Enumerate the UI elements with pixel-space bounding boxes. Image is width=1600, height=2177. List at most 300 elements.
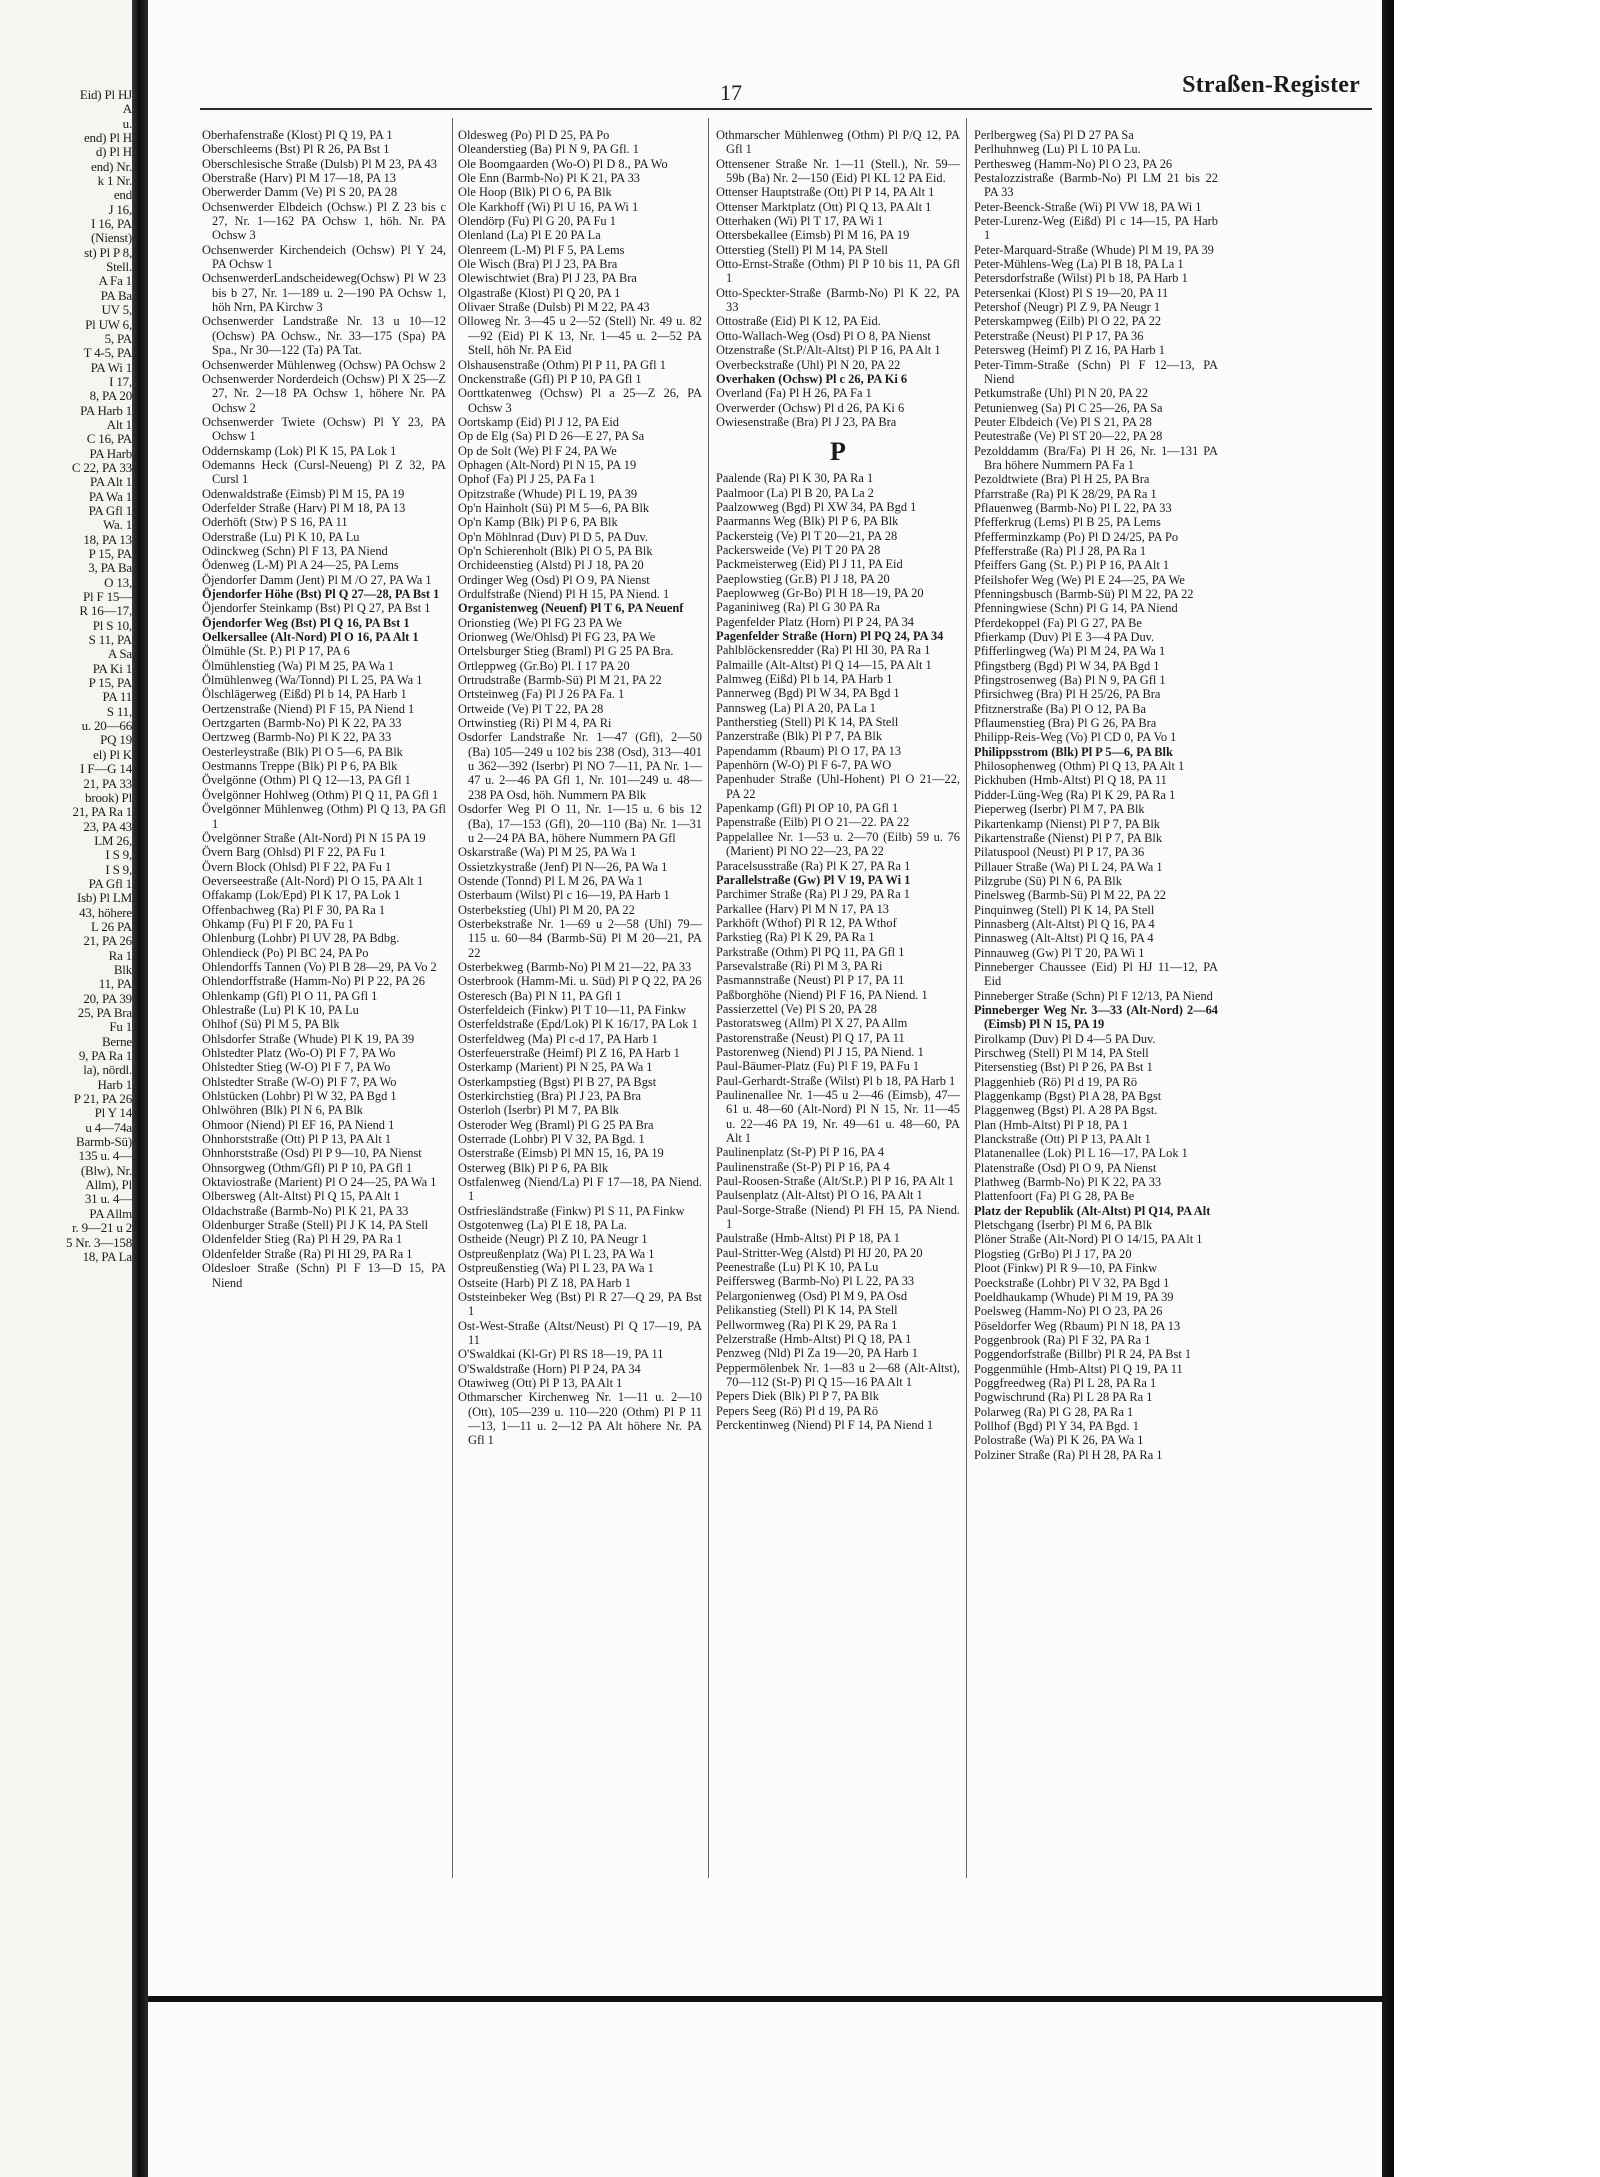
street-entry: Peterstraße (Neust) Pl P 17, PA 36 [974, 328, 1144, 343]
street-entry: Pahlblöckensredder (Ra) Pl HI 30, PA Ra 1 [716, 643, 931, 658]
street-entry: Pikartenkamp (Nienst) Pl P 7, PA Blk [974, 816, 1160, 831]
street-entry: Oldenfelder Stieg (Ra) Pl H 29, PA Ra 1 [202, 1232, 403, 1247]
street-entry: Pilatuspool (Neust) Pl P 17, PA 36 [974, 845, 1145, 860]
street-entry: Ochsenwerder Twiete (Ochsw) Pl Y 23, PA Ochsw 1 [202, 414, 446, 444]
street-entry: Pannsweg (La) Pl A 20, PA La 1 [716, 700, 876, 715]
street-entry: Olloweg Nr. 3—45 u 2—52 (Stell) Nr. 49 u. 82—92 (Eid) Pl K 13, Nr. 1—45 u. 2—52 PA Stell, höh Nr. PA Eid [458, 314, 702, 358]
street-entry: Ölmühlenstieg (Wa) Pl M 25, PA Wa 1 [202, 658, 395, 673]
street-entry: Ole Karkhoff (Wi) Pl U 16, PA Wi 1 [458, 199, 639, 214]
street-entry: Oertzweg (Barmb-No) Pl K 22, PA 33 [202, 730, 392, 745]
street-entry: Ölmühle (St. P.) Pl P 17, PA 6 [202, 644, 350, 659]
street-entry: Oesterleystraße (Blk) Pl O 5—6, PA Blk [202, 744, 403, 759]
facing-page-line: Fu 1 [109, 1020, 132, 1035]
street-entry: Ole Enn (Barmb-No) Pl K 21, PA 33 [458, 171, 640, 186]
street-entry: Pezolddamm (Bra/Fa) Pl H 26, Nr. 1—131 PA Bra höhere Nummern PA Fa 1 [974, 443, 1218, 472]
facing-page-line: la), nördl. [83, 1063, 132, 1078]
street-entry: Ottostraße (Eid) Pl K 12, PA Eid. [716, 314, 881, 329]
street-entry: Pieperweg (Iserbr) Pl M 7, PA Blk [974, 802, 1145, 817]
street-entry: Pepers Seeg (Rö) Pl d 19, PA Rö [716, 1403, 879, 1418]
street-entry: Pannerweg (Bgd) Pl W 34, PA Bgd 1 [716, 686, 900, 701]
facing-page-line: r. 9—21 u 2 [72, 1221, 132, 1236]
street-entry: Oddernskamp (Lok) Pl K 15, PA Lok 1 [202, 443, 397, 458]
facing-page-line: 21, PA 26 [83, 934, 132, 949]
street-entry: Poeckstraße (Lohbr) Pl V 32, PA Bgd 1 [974, 1275, 1170, 1290]
street-entry: Op de Elg (Sa) Pl D 26—E 27, PA Sa [458, 429, 645, 444]
street-entry: Petersdorfstraße (Wilst) Pl b 18, PA Harb 1 [974, 271, 1188, 286]
street-entry: Peter-Lurenz-Weg (Eißd) Pl c 14—15, PA Harb 1 [974, 214, 1218, 243]
street-entry: Op'n Kamp (Blk) Pl P 6, PA Blk [458, 515, 618, 530]
street-entry: Peppermölenbek Nr. 1—83 u 2—68 (Alt-Altst), 70—112 (St-P) Pl Q 15—16 PA Alt 1 [716, 1360, 960, 1389]
facing-page-line: PA Ba [100, 288, 132, 303]
facing-page-line: Berne [101, 1034, 132, 1049]
street-entry: Paulinenstraße (St-P) Pl P 16, PA 4 [716, 1159, 890, 1174]
street-entry: Oktaviostraße (Marient) Pl O 24—25, PA Wa 1 [202, 1175, 437, 1190]
street-entry: Parallelstraße (Gw) Pl V 19, PA Wi 1 [716, 872, 911, 887]
street-entry: Osdorfer Weg Pl O 11, Nr. 1—15 u. 6 bis 12 (Ba), 17—153 (Gfl), 20—110 (Ba) Nr. 1—31 u 2—24 PA BA, höhere Nummern PA Gfl [458, 802, 702, 845]
street-entry: OchsenwerderLandscheideweg(Ochsw) Pl W 23 bis b 27, Nr. 1—189 u. 2—190 PA Ochsw 1, höh Nrn, PA Kirchw 3 [202, 271, 446, 315]
street-entry: Pollhof (Bgd) Pl Y 34, PA Bgd. 1 [974, 1418, 1139, 1433]
facing-page-line: Pl F 15— [83, 590, 132, 605]
street-entry: Poeldhaukamp (Whude) Pl M 19, PA 39 [974, 1289, 1174, 1304]
street-entry: Orionweg (We/Ohlsd) Pl FG 23, PA We [458, 630, 656, 645]
street-entry: Odemanns Heck (Cursl-Neueng) Pl Z 32, PA Cursl 1 [202, 457, 446, 487]
street-entry: Ophof (Fa) Pl J 25, PA Fa 1 [458, 472, 596, 487]
street-entry: Paalmoor (La) Pl B 20, PA La 2 [716, 485, 874, 500]
street-entry: Poelsweg (Hamm-No) Pl O 23, PA 26 [974, 1304, 1163, 1319]
street-entry: Ostpreußenstieg (Wa) Pl L 23, PA Wa 1 [458, 1261, 654, 1276]
street-entry: Oberschlesische Straße (Dulsb) Pl M 23, PA 43 [202, 156, 437, 171]
street-entry: Platanenallee (Lok) Pl L 16—17, PA Lok 1 [974, 1146, 1188, 1161]
facing-page-line: 135 u. 4— [78, 1149, 132, 1164]
street-entry: Ohkamp (Fu) Pl F 20, PA Fu 1 [202, 916, 354, 931]
street-entry: Pastorenstraße (Neust) Pl Q 17, PA 11 [716, 1030, 905, 1045]
street-entry: Olshausenstraße (Othm) Pl P 11, PA Gfl 1 [458, 357, 666, 372]
street-entry: Pastorenweg (Niend) Pl J 15, PA Niend. 1 [716, 1044, 924, 1059]
street-entry: Polarweg (Ra) Pl G 28, PA Ra 1 [974, 1404, 1134, 1419]
street-entry: Osterkirchstieg (Bra) Pl J 23, PA Bra [458, 1089, 641, 1104]
street-entry: Ohlwöhren (Blk) Pl N 6, PA Blk [202, 1103, 363, 1118]
street-entry: O'Swaldstraße (Horn) Pl P 24, PA 34 [458, 1361, 641, 1376]
street-entry: Othmarscher Kirchenweg Nr. 1—11 u. 2—10 (Ott), 105—239 u. 110—220 (Othm) Pl P 11—13, 1—11 u. 2—12 PA Alt höhere Nr. PA Gfl 1 [458, 1390, 702, 1448]
facing-page-line: C 22, PA 33 [71, 460, 132, 475]
street-entry: O'Swaldkai (Kl-Gr) Pl RS 18—19, PA 11 [458, 1347, 664, 1362]
street-entry: Pfenningwiese (Schn) Pl G 14, PA Niend [974, 601, 1178, 616]
street-entry: Osterrade (Lohbr) Pl V 32, PA Bgd. 1 [458, 1132, 645, 1147]
street-entry: Osterbekweg (Barmb-No) Pl M 21—22, PA 33 [458, 959, 692, 974]
street-entry: Paul-Gerhardt-Straße (Wilst) Pl b 18, PA Harb 1 [716, 1073, 956, 1088]
facing-page-line: Barmb-Sü) [76, 1135, 132, 1150]
facing-page-line: A [122, 102, 132, 117]
street-entry: Platenstraße (Osd) Pl O 9, PA Nienst [974, 1160, 1157, 1175]
facing-page-line: PA Wa 1 [88, 489, 132, 504]
street-entry: Peterskampweg (Eilb) Pl O 22, PA 22 [974, 314, 1162, 329]
street-entry: Ohnhorststraße (Ott) Pl P 13, PA Alt 1 [202, 1132, 392, 1147]
street-entry: Passierzettel (Ve) Pl S 20, PA 28 [716, 1001, 877, 1016]
street-entry: Övelgönner Straße (Alt-Nord) Pl N 15 PA 19 [202, 830, 426, 845]
facing-page-line: 18, PA La [82, 1249, 132, 1264]
street-entry: Oderfelder Straße (Harv) Pl M 18, PA 13 [202, 500, 406, 515]
street-entry: Pillauer Straße (Wa) Pl L 24, PA Wa 1 [974, 859, 1163, 874]
street-entry: Othmarscher Mühlenweg (Othm) Pl P/Q 12, PA Gfl 1 [716, 128, 960, 157]
street-entry: Ost-West-Straße (Altst/Neust) Pl Q 17—19, PA 11 [458, 1318, 702, 1347]
street-entry: Ochsenwerder Elbdeich (Ochsw.) Pl Z 23 bis c 27, Nr. 1—162 PA Ochsw 1, höh. Nr. PA Ochsw 3 [202, 199, 446, 243]
street-entry: Overwerder (Ochsw) Pl d 26, PA Ki 6 [716, 400, 905, 415]
facing-page-line: 31 u. 4— [84, 1192, 132, 1207]
register-column-1 [202, 128, 446, 1290]
street-entry: Pelikanstieg (Stell) Pl K 14, PA Stell [716, 1303, 898, 1318]
street-entry: Philippsstrom (Blk) Pl P 5—6, PA Blk [974, 744, 1173, 759]
street-entry: Polziner Straße (Ra) Pl H 28, PA Ra 1 [974, 1447, 1163, 1462]
street-entry: Paul-Sorge-Straße (Niend) Pl FH 15, PA Niend. 1 [716, 1202, 960, 1232]
street-entry: Övelgönner Mühlenweg (Othm) Pl Q 13, PA Gfl 1 [202, 802, 446, 831]
street-entry: Osterbekstieg (Uhl) Pl M 20, PA 22 [458, 902, 635, 917]
street-entry: Organistenweg (Neuenf) Pl T 6, PA Neuenf [458, 601, 684, 616]
street-entry: Osdorfer Landstraße Nr. 1—47 (Gfl), 2—50 (Ba) 105—249 u 102 bis 238 (Osd), 313—401 u 362—392 (Iserbr) Pl NO 7—11, PA Nr. 1—47 u. 2—46 PA Gfl 1, Nr. 101—249 u. 48—238 PA Osd, höh. Nummern PA Blk [458, 730, 702, 802]
street-entry: Ohlstedter Straße (W-O) Pl F 7, PA Wo [202, 1074, 397, 1089]
street-entry: Oderstraße (Lu) Pl K 10, PA Lu [202, 529, 360, 544]
register-column-2 [458, 128, 702, 1448]
street-entry: Olenland (La) Pl E 20 PA La [458, 228, 601, 243]
street-entry: Ostpreußenplatz (Wa) Pl L 23, PA Wa 1 [458, 1246, 655, 1261]
street-entry: Pelzerstraße (Hmb-Altst) Pl Q 18, PA 1 [716, 1331, 912, 1346]
facing-page-line: Pl UW 6, [85, 317, 132, 332]
street-entry: Pilzgrube (Sü) Pl N 6, PA Blk [974, 873, 1122, 888]
street-entry: Op'n Schierenholt (Blk) Pl O 5, PA Blk [458, 543, 653, 558]
facing-page-line: C 16, PA [86, 432, 132, 447]
street-entry: Oleanderstieg (Ba) Pl N 9, PA Gfl. 1 [458, 142, 639, 157]
street-entry: Palmweg (Eißd) Pl b 14, PA Harb 1 [716, 672, 893, 687]
facing-page-line: 5 Nr. 3—158 [65, 1235, 132, 1250]
street-entry: Peter-Beenck-Straße (Wi) Pl VW 18, PA Wi 1 [974, 199, 1202, 214]
street-entry: Parchimer Straße (Ra) Pl J 29, PA Ra 1 [716, 887, 910, 902]
facing-page-line: PQ 19 [100, 733, 132, 748]
street-entry: Pinquinweg (Stell) Pl K 14, PA Stell [974, 902, 1155, 917]
facing-page-line: 43, höhere [79, 905, 132, 920]
street-entry: Pogwischrund (Ra) Pl L 28 PA Ra 1 [974, 1390, 1153, 1405]
street-entry: Pastoratsweg (Allm) Pl X 27, PA Allm [716, 1016, 908, 1031]
street-entry: Pidder-Lüng-Weg (Ra) Pl K 29, PA Ra 1 [974, 787, 1176, 802]
street-entry: Papenhuder Straße (Uhl-Hohent) Pl O 21—22, PA 22 [716, 772, 960, 801]
street-entry: Pfefferstraße (Ra) Pl J 28, PA Ra 1 [974, 543, 1147, 558]
street-entry: Ostfalenweg (Niend/La) Pl F 17—18, PA Niend. 1 [458, 1175, 702, 1204]
street-entry: Pfefferkrug (Lems) Pl B 25, PA Lems [974, 515, 1161, 530]
facing-page-line: u. [122, 116, 132, 131]
street-entry: Oertzenstraße (Niend) Pl F 15, PA Niend 1 [202, 701, 415, 716]
facing-page-line: I S 9, [105, 848, 132, 863]
street-entry: Otawiweg (Ott) Pl P 13, PA Alt 1 [458, 1375, 623, 1390]
street-entry: Ole Hoop (Blk) Pl O 6, PA Blk [458, 185, 612, 200]
street-entry: Pfeiffers Gang (St. P.) Pl P 16, PA Alt 1 [974, 558, 1170, 573]
street-entry: Ohlendorffs Tannen (Vo) Pl B 28—29, PA Vo 2 [202, 959, 437, 974]
street-entry: Ottensener Straße Nr. 1—11 (Stell.), Nr. 59—59b (Ba) Nr. 2—150 (Eid) Pl KL 12 PA Eid. [716, 156, 960, 186]
street-entry: Parkallee (Harv) Pl M N 17, PA 13 [716, 901, 889, 916]
street-entry: Parkstieg (Ra) Pl K 29, PA Ra 1 [716, 930, 875, 945]
facing-page-line: brook) Pl [85, 790, 132, 805]
facing-page-line: J 16, [108, 202, 132, 217]
street-entry: Ottersbekallee (Eimsb) Pl M 16, PA 19 [716, 228, 910, 243]
street-entry: Offakamp (Lok/Epd) Pl K 17, PA Lok 1 [202, 888, 401, 903]
street-entry: Ole Boomgaarden (Wo-O) Pl D 8., PA Wo [458, 156, 668, 171]
street-entry: Ordulfstraße (Niend) Pl H 15, PA Niend. 1 [458, 587, 670, 601]
street-entry: Ostfriesländstraße (Finkw) Pl S 11, PA Finkw [458, 1203, 685, 1218]
street-entry: Ploot (Finkw) Pl R 9—10, PA Finkw [974, 1261, 1158, 1276]
street-entry: Onckenstraße (Gfl) Pl P 10, PA Gfl 1 [458, 371, 642, 386]
street-entry: Perckentinweg (Niend) Pl F 14, PA Niend 1 [716, 1417, 934, 1432]
facing-page-line: u. 20—66 [81, 719, 132, 734]
facing-page-line: PA Harb 1 [80, 403, 132, 418]
facing-page-line: 21, PA Ra 1 [72, 805, 132, 820]
street-entry: Oderhöft (Stw) P S 16, PA 11 [202, 515, 348, 530]
facing-page-line: PA Gfl 1 [88, 876, 132, 891]
street-entry: Ohlenkamp (Gfl) Pl O 11, PA Gfl 1 [202, 988, 378, 1003]
street-entry: Paalzowweg (Bgd) Pl XW 34, PA Bgd 1 [716, 499, 917, 514]
facing-page-line: 5, PA [104, 331, 132, 346]
facing-page-line: end) Nr. [91, 159, 132, 174]
facing-page-line: 20, PA 39 [83, 991, 132, 1006]
facing-page-line: Blk [113, 962, 132, 977]
street-entry: Peuter Elbdeich (Ve) Pl S 21, PA 28 [974, 414, 1152, 429]
street-entry: Osterfeldeich (Finkw) Pl T 10—11, PA Finkw [458, 1002, 687, 1017]
street-entry: Pinnauweg (Gw) Pl T 20, PA Wi 1 [974, 945, 1145, 960]
facing-page-line: Eid) Pl HJ [79, 88, 132, 102]
street-entry: Pitersenstieg (Bst) Pl P 26, PA Bst 1 [974, 1060, 1153, 1075]
street-entry: Öjendorfer Damm (Jent) Pl M /O 27, PA Wa 1 [202, 572, 432, 587]
street-entry: Pinnasweg (Alt-Altst) Pl Q 16, PA 4 [974, 931, 1154, 946]
facing-page-line: I S 9, [105, 862, 132, 877]
facing-page-line: end [113, 188, 132, 203]
facing-page-line: Pl Y 14 [94, 1106, 132, 1121]
street-entry: Pinelsweg (Barmb-Sü) Pl M 22, PA 22 [974, 888, 1166, 903]
street-entry: Pfingstberg (Bgd) Pl W 34, PA Bgd 1 [974, 658, 1160, 673]
facing-page-line: Stell. [106, 260, 132, 275]
street-entry: Parsevalstraße (Ri) Pl M 3, PA Ri [716, 958, 883, 973]
street-entry: Paßborghöhe (Niend) Pl F 16, PA Niend. 1 [716, 987, 928, 1002]
street-entry: Paganiniweg (Ra) Pl G 30 PA Ra [716, 600, 881, 615]
street-entry: Otto-Wallach-Weg (Osd) Pl O 8, PA Nienst [716, 328, 931, 343]
column-separator [966, 118, 967, 1878]
facing-page-line: st) Pl P 8, [84, 245, 132, 260]
page-edge [1382, 0, 1394, 2177]
street-entry: Olendörp (Fu) Pl G 20, PA Fu 1 [458, 214, 616, 229]
street-entry: Packersweide (Ve) Pl T 20 PA 28 [716, 542, 881, 557]
facing-page-line: O 13, [104, 575, 132, 590]
street-entry: Pagenfelder Straße (Horn) Pl PQ 24, PA 34 [716, 629, 944, 643]
street-entry: Pletschgang (Iserbr) Pl M 6, PA Blk [974, 1218, 1153, 1233]
street-entry: Otto-Speckter-Straße (Barmb-No) Pl K 22, PA 33 [716, 285, 960, 315]
street-entry: Pflauenweg (Barmb-No) Pl L 22, PA 33 [974, 500, 1172, 515]
street-entry: Ostende (Tonnd) Pl L M 26, PA Wa 1 [458, 873, 644, 888]
street-entry: Ochsenwerder Norderdeich (Ochsw) Pl X 25—Z 27, Nr. 2—18 PA Ochsw 1, höhere Nr. PA Ochsw 2 [202, 371, 446, 415]
street-entry: Pestalozzistraße (Barmb-No) Pl LM 21 bis 22 PA 33 [974, 171, 1218, 200]
street-entry: Ophagen (Alt-Nord) Pl N 15, PA 19 [458, 457, 637, 472]
street-entry: Otto-Ernst-Straße (Othm) Pl P 10 bis 11, PA Gfl 1 [716, 257, 960, 286]
facing-page [0, 0, 132, 2177]
street-entry: Pickhuben (Hmb-Altst) Pl Q 18, PA 11 [974, 773, 1167, 788]
facing-page-line: d) Pl H [95, 145, 132, 160]
street-entry: Panzerstraße (Blk) Pl P 7, PA Blk [716, 729, 883, 744]
column-separator [708, 118, 709, 1878]
street-entry: Ortsteinweg (Fa) Pl J 26 PA Fa. 1 [458, 687, 625, 702]
street-entry: Olivaer Straße (Dulsb) Pl M 22, PA 43 [458, 300, 650, 315]
facing-page-line: 8, PA 20 [89, 389, 132, 404]
street-entry: Ohnhorststraße (Osd) Pl P 9—10, PA Nienst [202, 1146, 422, 1161]
register-column-4 [974, 128, 1218, 1462]
facing-page-line: R 16—17, [79, 604, 132, 619]
street-entry: Olgastraße (Klost) Pl Q 20, PA 1 [458, 285, 621, 300]
street-entry: Pinnasberg (Alt-Altst) Pl Q 16, PA 4 [974, 916, 1155, 931]
facing-page-line: A Fa 1 [98, 274, 132, 289]
street-entry: Osterfeldweg (Ma) Pl c-d 17, PA Harb 1 [458, 1031, 658, 1046]
street-entry: Ölschlägerweg (Eißd) Pl b 14, PA Harb 1 [202, 687, 407, 702]
street-entry: Op'n Hainholt (Sü) Pl M 5—6, PA Blk [458, 500, 650, 515]
street-entry: Platz der Republik (Alt-Altst) Pl Q14, PA Alt [974, 1203, 1211, 1218]
facing-page-line: el) Pl K [93, 747, 132, 762]
street-entry: Poggfreedweg (Ra) Pl L 28, PA Ra 1 [974, 1375, 1157, 1390]
street-entry: Ostseite (Harb) Pl Z 18, PA Harb 1 [458, 1275, 631, 1290]
street-entry: Paul-Stritter-Weg (Alstd) Pl HJ 20, PA 20 [716, 1245, 923, 1260]
street-entry: Pelargonienweg (Osd) Pl M 9, PA Osd [716, 1288, 908, 1303]
street-entry: Pikartenstraße (Nienst) Pl P 7, PA Blk [974, 830, 1163, 845]
street-entry: Overland (Fa) Pl H 26, PA Fa 1 [716, 386, 872, 401]
street-entry: Ohlenburg (Lohbr) Pl UV 28, PA Bdbg. [202, 931, 400, 946]
street-entry: Pfirsichweg (Bra) Pl H 25/26, PA Bra [974, 687, 1161, 702]
street-entry: Ochsenwerder Mühlenweg (Ochsw) PA Ochsw 2 [202, 357, 446, 372]
street-entry: Paarmanns Weg (Blk) Pl P 6, PA Blk [716, 514, 899, 529]
facing-page-line: T 4-5, PA [83, 346, 132, 361]
street-entry: Petersenkai (Klost) Pl S 19—20, PA 11 [974, 285, 1169, 300]
facing-page-line: (Nienst) [91, 231, 132, 246]
street-entry: Pfitznerstraße (Ba) Pl O 12, PA Ba [974, 701, 1146, 716]
facing-page-line: P 15, PA [88, 676, 132, 691]
street-entry: Ohlendorffstraße (Hamm-No) Pl P 22, PA 26 [202, 974, 425, 989]
facing-page-line: P 21, PA 26 [73, 1092, 132, 1107]
street-entry: Ortrudstraße (Barmb-Sü) Pl M 21, PA 22 [458, 673, 662, 688]
street-entry: Paracelsusstraße (Ra) Pl K 27, PA Ra 1 [716, 858, 911, 873]
street-entry: Oskarstraße (Wa) Pl M 25, PA Wa 1 [458, 845, 637, 860]
street-entry: Papenkamp (Gfl) Pl OP 10, PA Gfl 1 [716, 801, 899, 816]
street-entry: Orchideenstieg (Alstd) Pl J 18, PA 20 [458, 558, 644, 573]
street-entry: Ohlstedter Platz (Wo-O) Pl F 7, PA Wo [202, 1046, 396, 1060]
street-entry: Ordinger Weg (Osd) Pl O 9, PA Nienst [458, 572, 650, 587]
street-entry: Ortweide (Ve) Pl T 22, PA 28 [458, 701, 604, 716]
street-entry: Osterstraße (Eimsb) Pl MN 15, 16, PA 19 [458, 1146, 664, 1161]
street-entry: Papenstraße (Eilb) Pl O 21—22. PA 22 [716, 815, 910, 830]
facing-page-line: S 11, PA [88, 633, 132, 648]
street-entry: Poggenbrook (Ra) Pl F 32, PA Ra 1 [974, 1332, 1151, 1347]
street-entry: Pirolkamp (Duv) Pl D 4—5 PA Duv. [974, 1031, 1156, 1046]
street-entry: Oststeinbeker Weg (Bst) Pl R 27—Q 29, PA Bst 1 [458, 1289, 702, 1319]
street-entry: Övelgönner Hohlweg (Othm) Pl Q 11, PA Gfl 1 [202, 787, 439, 802]
facing-page-line: PA Wi 1 [90, 360, 132, 375]
street-entry: Övelgönne (Othm) Pl Q 12—13, PA Gfl 1 [202, 773, 411, 788]
street-entry: Pfarrstraße (Ra) Pl K 28/29, PA Ra 1 [974, 486, 1157, 501]
street-entry: Petersweg (Heimf) Pl Z 16, PA Harb 1 [974, 343, 1165, 358]
street-entry: Osterfeuerstraße (Heimf) Pl Z 16, PA Harb 1 [458, 1046, 680, 1060]
street-entry: Paulinenallee Nr. 1—45 u 2—46 (Eimsb), 47—61 u. 48—60 (Alt-Nord) Pl N 15, Nr. 11—45 u. 22—46 PA 19, Nr. 49—61 u. 48—60, PA Alt 1 [716, 1088, 960, 1146]
street-entry: Oldesloer Straße (Schn) Pl F 13—D 15, PA Niend [202, 1261, 446, 1290]
street-entry: Oldenfelder Straße (Ra) Pl HI 29, PA Ra 1 [202, 1246, 413, 1261]
street-entry: Paeplowstieg (Gr.B) Pl J 18, PA 20 [716, 571, 890, 586]
street-entry: Peutestraße (Ve) Pl ST 20—22, PA 28 [974, 429, 1163, 444]
street-entry: Pflaumenstieg (Bra) Pl G 26, PA Bra [974, 716, 1157, 731]
street-entry: Plan (Hmb-Altst) Pl P 18, PA 1 [974, 1117, 1129, 1132]
street-entry: Ossietzkystraße (Jenf) Pl N—26, PA Wa 1 [458, 859, 668, 874]
street-entry: Oldachstraße (Barmb-No) Pl K 21, PA 33 [202, 1203, 409, 1218]
street-entry: Paalende (Ra) Pl K 30, PA Ra 1 [716, 471, 874, 486]
street-entry: Parkstraße (Othm) Pl PQ 11, PA Gfl 1 [716, 944, 905, 959]
street-entry: Petershof (Neugr) Pl Z 9, PA Neugr 1 [974, 300, 1161, 315]
street-entry: Ohlstücken (Lohbr) Pl W 32, PA Bgd 1 [202, 1089, 397, 1104]
street-entry: Pöseldorfer Weg (Rbaum) Pl N 18, PA 13 [974, 1318, 1181, 1333]
page-bottom-edge [148, 1996, 1388, 2002]
street-entry: Osterbekstraße Nr. 1—69 u 2—58 (Uhl) 79—115 u. 60—84 (Barmb-Sü) Pl M 20—21, PA 22 [458, 916, 702, 960]
street-entry: Ohlsdorfer Straße (Whude) Pl K 19, PA 39 [202, 1031, 415, 1046]
facing-page-line: Ra 1 [108, 948, 132, 963]
street-entry: Pfifferlingweg (Wa) Pl M 24, PA Wa 1 [974, 644, 1166, 659]
facing-page-line: PA Harb [89, 446, 132, 461]
street-entry: Otzenstraße (St.P/Alt-Altst) Pl P 16, PA Alt 1 [716, 343, 941, 358]
facing-page-line: 18, PA 13 [83, 532, 132, 547]
street-entry: Plaggenkamp (Bgst) Pl A 28, PA Bgst [974, 1089, 1162, 1104]
street-entry: Ortleppweg (Gr.Bo) Pl. I 17 PA 20 [458, 658, 630, 673]
street-entry: Plogstieg (GrBo) Pl J 17, PA 20 [974, 1246, 1132, 1261]
page-number: 17 [720, 80, 742, 105]
street-entry: Packersteig (Ve) Pl T 20—21, PA 28 [716, 528, 898, 543]
street-entry: Odenwaldstraße (Eimsb) Pl M 15, PA 19 [202, 486, 405, 501]
facing-page-line: Alt 1 [106, 417, 132, 432]
street-entry: Öjendorfer Höhe (Bst) Pl Q 27—28, PA Bst 1 [202, 587, 440, 601]
facing-page-line: PA Gfl 1 [88, 503, 132, 518]
street-entry: Poggendorfstraße (Billbr) Pl R 24, PA Bst 1 [974, 1347, 1192, 1362]
street-entry: Peter-Marquard-Straße (Whude) Pl M 19, PA 39 [974, 242, 1214, 257]
street-entry: Pferdekoppel (Fa) Pl G 27, PA Be [974, 615, 1142, 630]
street-entry: Perthesweg (Hamm-No) Pl O 23, PA 26 [974, 156, 1173, 171]
street-entry: Plattenfoort (Fa) Pl G 28, PA Be [974, 1189, 1135, 1204]
street-entry: Oeverseestraße (Alt-Nord) Pl O 15, PA Alt 1 [202, 873, 424, 888]
street-entry: Öjendorfer Steinkamp (Bst) Pl Q 27, PA Bst 1 [202, 601, 431, 616]
street-entry: Overhaken (Ochsw) Pl c 26, PA Ki 6 [716, 371, 908, 386]
street-entry: Ohlhof (Sü) Pl M 5, PA Blk [202, 1017, 340, 1032]
street-entry: Paulinenplatz (St-P) Pl P 16, PA 4 [716, 1145, 885, 1160]
register-column-3 [716, 128, 960, 1432]
street-entry: Ohlendieck (Po) Pl BC 24, PA Po [202, 945, 369, 960]
street-entry: Pagenfelder Platz (Horn) Pl P 24, PA 34 [716, 614, 915, 629]
street-entry: Pepers Diek (Blk) Pl P 7, PA Blk [716, 1389, 879, 1404]
street-entry: Öjendorfer Weg (Bst) Pl Q 16, PA Bst 1 [202, 615, 410, 630]
facing-page-line: Isb) Pl LM [76, 891, 132, 906]
book-spine [132, 0, 148, 2177]
street-entry: Offenbachweg (Ra) Pl F 30, PA Ra 1 [202, 902, 386, 917]
facing-page-line: Harb 1 [97, 1077, 132, 1092]
street-entry: Pantherstieg (Stell) Pl K 14, PA Stell [716, 715, 899, 730]
street-entry: Peter-Timm-Straße (Schn) Pl F 12—13, PA Niend [974, 357, 1218, 386]
street-entry: Peenestraße (Lu) Pl K 10, PA Lu [716, 1260, 879, 1275]
street-entry: Osterloh (Iserbr) Pl M 7, PA Blk [458, 1103, 619, 1118]
facing-page-line: UV 5, [101, 303, 132, 318]
street-entry: Ölmühlenweg (Wa/Tonnd) Pl L 25, PA Wa 1 [202, 673, 423, 688]
street-entry: Olbersweg (Alt-Altst) Pl Q 15, PA Alt 1 [202, 1189, 400, 1204]
facing-page-line: PA Allm [89, 1206, 132, 1221]
street-entry: Oorttkatenweg (Ochsw) Pl a 25—Z 26, PA Ochsw 3 [458, 386, 702, 415]
street-entry: Plöner Straße (Alt-Nord) Pl O 14/15, PA Alt 1 [974, 1232, 1203, 1247]
street-entry: Pappelallee Nr. 1—53 u. 2—70 (Eilb) 59 u. 76 (Marient) Pl NO 22—23, PA 22 [716, 829, 960, 859]
street-entry: Ostheide (Neugr) Pl Z 10, PA Neugr 1 [458, 1232, 648, 1247]
street-entry: Oelkersallee (Alt-Nord) Pl O 16, PA Alt 1 [202, 630, 419, 645]
street-entry: Petunienweg (Sa) Pl C 25—26, PA Sa [974, 400, 1163, 415]
facing-page-line: 21, PA 33 [83, 776, 132, 791]
facing-page-line: 9, PA Ra 1 [78, 1049, 132, 1064]
street-entry: Osterbaum (Wilst) Pl c 16—19, PA Harb 1 [458, 888, 670, 903]
